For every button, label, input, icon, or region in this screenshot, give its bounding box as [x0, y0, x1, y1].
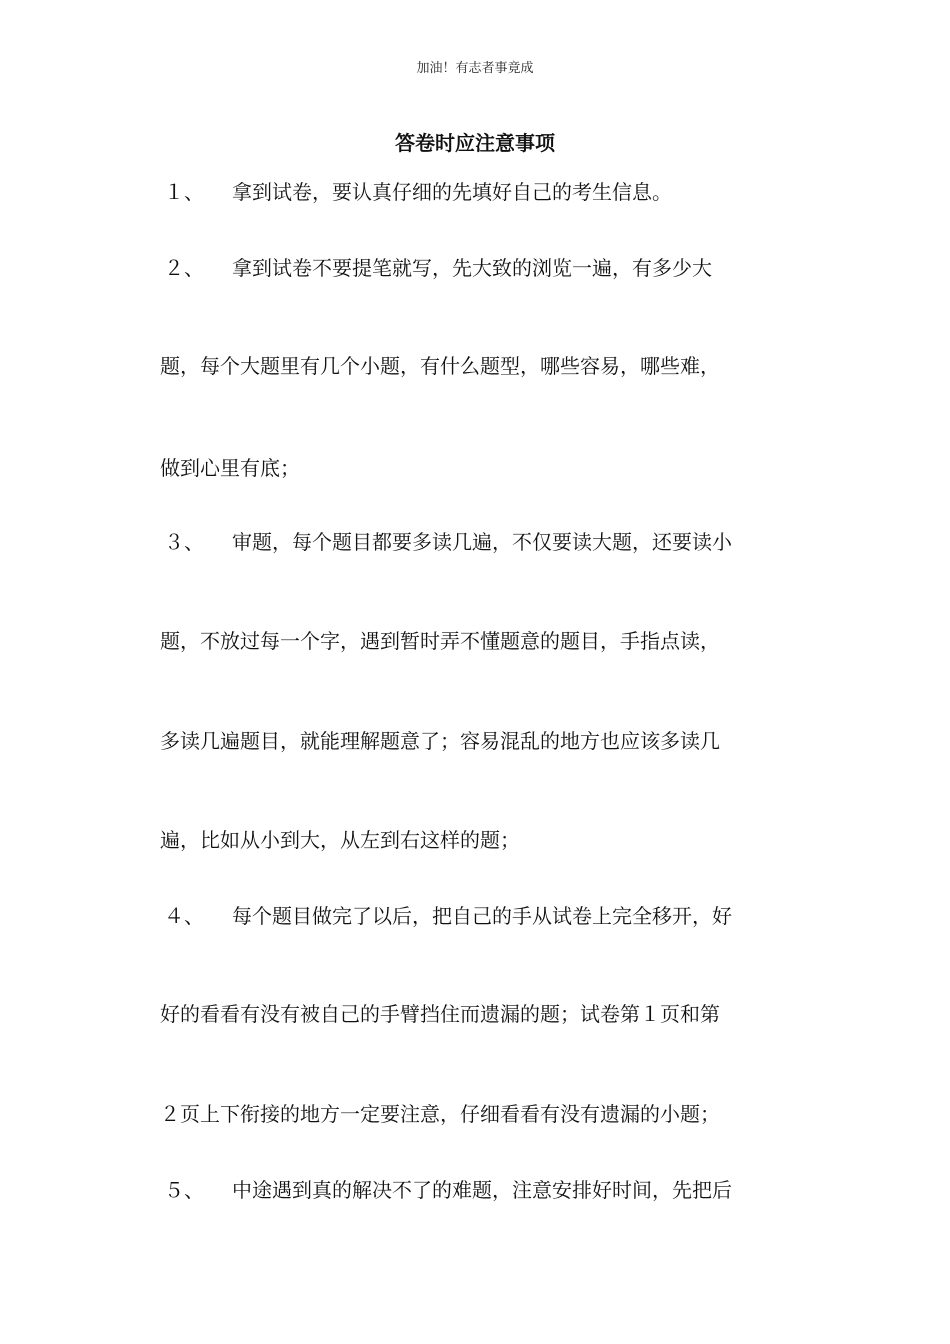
- page-header: 加油！有志者事竟成: [416, 61, 534, 76]
- item-text: 每个题目做完了以后，把自己的手从试卷上完全移开，好: [232, 904, 732, 928]
- item-number: ４、: [164, 904, 204, 928]
- item-4-line-1: [160, 902, 800, 930]
- item-text: 审题，每个题目都要多读几遍，不仅要读大题，还要读小: [232, 530, 732, 554]
- item-4-line-3: ２页上下衔接的地方一定要注意，仔细看看有没有遗漏的小题；: [160, 1102, 720, 1126]
- item-1-line-1: [160, 178, 800, 206]
- item-text: 中途遇到真的解决不了的难题，注意安排好时间，先把后: [232, 1178, 732, 1202]
- item-2-line-2: 题，每个大题里有几个小题，有什么题型，哪些容易，哪些难，: [160, 354, 720, 378]
- item-2-line-1: [160, 254, 800, 282]
- item-number: ２、: [164, 256, 204, 280]
- item-text: 拿到试卷，要认真仔细的先填好自己的考生信息。: [232, 180, 672, 204]
- page-title: 答卷时应注意事项: [395, 131, 555, 155]
- item-number: ５、: [164, 1178, 204, 1202]
- item-4-line-2: 好的看看有没有被自己的手臂挡住而遗漏的题；试卷第１页和第: [160, 1002, 720, 1026]
- item-3-line-4: 遍，比如从小到大，从左到右这样的题；: [160, 828, 520, 852]
- item-3-line-3: 多读几遍题目，就能理解题意了；容易混乱的地方也应该多读几: [160, 729, 720, 753]
- item-number: ３、: [164, 530, 204, 554]
- item-3-line-2: 题，不放过每一个字，遇到暂时弄不懂题意的题目，手指点读，: [160, 629, 720, 653]
- item-number: １、: [164, 180, 204, 204]
- item-3-line-1: [160, 528, 800, 556]
- item-5-line-1: [160, 1176, 800, 1204]
- item-text: 拿到试卷不要提笔就写，先大致的浏览一遍，有多少大: [232, 256, 712, 280]
- item-2-line-3: 做到心里有底；: [160, 456, 300, 480]
